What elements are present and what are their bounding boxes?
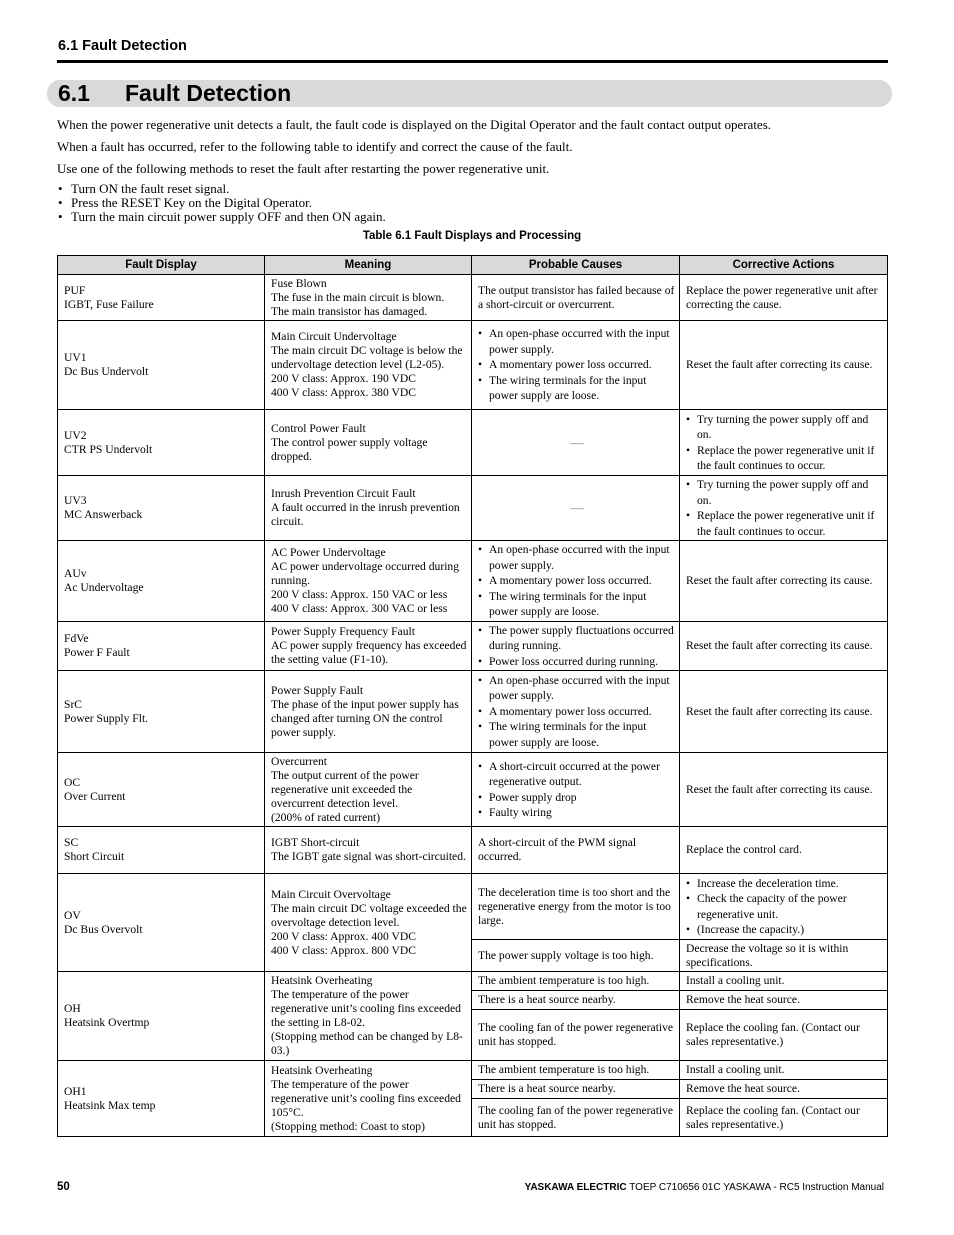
probable-cause-cell: A short-circuit of the PWM signal occurred.: [472, 827, 680, 874]
fault-display-cell: [57, 874, 265, 972]
cell-line: The temperature of the power regenerative unit’s cooling fins exceeded the setting in L8-02.: [271, 988, 461, 1029]
running-head: 6.1 Fault Detection: [58, 38, 187, 54]
footer-brand: YASKAWA ELECTRIC: [524, 1182, 627, 1193]
cell-line: SrC: [64, 697, 83, 711]
header-rule: [57, 60, 888, 63]
cell-line: CTR PS Undervolt: [64, 442, 153, 456]
list-item: • Replace the power regenerative unit if the fault continues to occur.: [686, 443, 884, 474]
cell-line: The control power supply voltage dropped.: [271, 435, 428, 463]
fault-display-cell: [57, 671, 265, 753]
page-number: 50: [57, 1181, 70, 1193]
cell-line: SC: [64, 836, 79, 849]
fault-display-cell: [57, 410, 265, 476]
cell-line: Control Power Fault: [271, 421, 366, 435]
probable-cause-cell: [472, 753, 680, 827]
section-heading: [47, 80, 892, 107]
cell-line: 400 V class: Approx. 300 VAC or less: [271, 602, 448, 615]
fault-display-cell: [57, 1061, 265, 1137]
cell-line: UV3: [64, 494, 87, 507]
cell-line: AC Power Undervoltage: [271, 546, 386, 559]
fault-display-cell: [57, 972, 265, 1061]
cell-line: A fault occurred in the inrush prevention circuit.: [271, 501, 460, 528]
corrective-action-cell: [680, 874, 888, 940]
list-item: • Check the capacity of the power regenerative unit.: [686, 891, 884, 922]
corrective-action-cell: Replace the power regenerative unit after correcting the cause.: [680, 275, 888, 321]
cell-line: Power Supply Fault: [271, 683, 364, 697]
corrective-action-cell: Reset the fault after correcting its cause.: [680, 622, 888, 671]
cell-line: OH: [64, 1002, 81, 1015]
corrective-action-cell: [680, 476, 888, 541]
cell-line: Heatsink Max temp: [64, 1098, 156, 1112]
meaning-cell: [265, 476, 472, 541]
cell-line: The main transistor has damaged.: [271, 304, 428, 318]
footer-doc: TOEP C710656 01C YASKAWA - RC5 Instruction Manual: [629, 1182, 884, 1193]
list-item: • The wiring terminals for the input power supply are loose.: [478, 373, 676, 404]
section-number: 6.1: [58, 80, 90, 106]
cell-line: The phase of the input power supply has changed after turning ON the control power supply.: [271, 697, 459, 739]
cell-line: Short Circuit: [64, 850, 125, 863]
bullet-list: [686, 412, 884, 474]
list-item: • A momentary power loss occurred.: [478, 357, 676, 373]
probable-cause-cell: [472, 622, 680, 671]
cell-line: UV1: [64, 351, 87, 364]
list-item: • The wiring terminals for the input power supply are loose.: [478, 719, 676, 750]
cell-line: AC power undervoltage occurred during running.: [271, 560, 460, 587]
probable-cause-cell: The ambient temperature is too high.: [472, 1061, 680, 1080]
cell-line: Heatsink Overheating: [271, 1063, 373, 1077]
meaning-cell: [265, 622, 472, 671]
cell-line: AUv: [64, 567, 87, 580]
probable-cause-cell: The deceleration time is too short and the regenerative energy from the motor is too large.: [472, 874, 680, 940]
bullet-list: [686, 876, 884, 938]
list-item: • Increase the deceleration time.: [686, 876, 884, 892]
column-header: Fault Display: [57, 255, 265, 275]
cell-line: Over Current: [64, 789, 126, 803]
cell-line: (200% of rated current): [271, 810, 381, 824]
bullet-list: [478, 542, 676, 620]
intro-paragraph-1: When the power regenerative unit detects a fault, the fault code is displayed on the Digital Operator and the fault contact output operates.: [57, 117, 772, 132]
fault-display-cell: [57, 827, 265, 874]
corrective-action-cell: Reset the fault after correcting its cause.: [680, 541, 888, 622]
corrective-action-cell: Install a cooling unit.: [680, 1061, 888, 1080]
bullet-list: [478, 326, 676, 404]
cell-line: PUF: [64, 283, 86, 297]
list-item: • Press the RESET Key on the Digital Operator.: [58, 196, 386, 210]
meaning-cell: [265, 541, 472, 622]
intro-paragraph-2: When a fault has occurred, refer to the following table to identify and correct the cause of the fault.: [57, 139, 573, 154]
cell-line: 400 V class: Approx. 380 VDC: [271, 386, 416, 399]
meaning-cell: [265, 972, 472, 1061]
fault-display-cell: [57, 476, 265, 541]
corrective-action-cell: Reset the fault after correcting its cause.: [680, 753, 888, 827]
cell-line: FdVe: [64, 632, 89, 645]
corrective-action-cell: Remove the heat source.: [680, 991, 888, 1010]
corrective-action-cell: [680, 410, 888, 476]
probable-cause-cell: —: [472, 410, 680, 476]
meaning-cell: [265, 827, 472, 874]
cell-line: Heatsink Overtmp: [64, 1016, 150, 1029]
bullet-list: [478, 673, 676, 751]
cell-line: AC power supply frequency has exceeded the setting value (F1-10).: [271, 639, 467, 666]
corrective-action-cell: Reset the fault after correcting its cause.: [680, 321, 888, 410]
column-header: Probable Causes: [472, 255, 680, 275]
cell-line: Power Supply Flt.: [64, 711, 149, 725]
cell-line: UV2: [64, 428, 87, 442]
list-item: • A short-circuit occurred at the power regenerative output.: [478, 759, 676, 790]
meaning-cell: [265, 410, 472, 476]
cell-line: Main Circuit Undervoltage: [271, 330, 397, 343]
probable-cause-cell: [472, 671, 680, 753]
cell-line: OV: [64, 908, 81, 922]
cell-line: IGBT, Fuse Failure: [64, 297, 154, 311]
list-item: • Turn ON the fault reset signal.: [58, 182, 386, 196]
list-item: • A momentary power loss occurred.: [478, 704, 676, 720]
meaning-cell: [265, 321, 472, 410]
list-item: • Power supply drop: [478, 790, 676, 806]
meaning-cell: [265, 275, 472, 321]
corrective-action-cell: Replace the cooling fan. (Contact our sales representative.): [680, 1099, 888, 1137]
cell-line: The IGBT gate signal was short-circuited.: [271, 850, 466, 863]
cell-line: Inrush Prevention Circuit Fault: [271, 487, 416, 500]
cell-line: Dc Bus Undervolt: [64, 365, 149, 378]
reset-methods-list: [58, 182, 386, 224]
list-item: • Power loss occurred during running.: [478, 654, 676, 670]
cell-line: Dc Bus Overvolt: [64, 922, 143, 936]
cell-line: The output current of the power regenerative unit exceeded the overcurrent detection level.: [271, 768, 419, 810]
corrective-action-cell: Decrease the voltage so it is within specifications.: [680, 940, 888, 972]
list-item: • Try turning the power supply off and on.: [686, 412, 884, 443]
cell-line: Power Supply Frequency Fault: [271, 625, 415, 638]
meaning-cell: [265, 753, 472, 827]
cell-line: 200 V class: Approx. 190 VDC: [271, 372, 416, 385]
cell-line: The main circuit DC voltage is below the undervoltage detection level (L2-05).: [271, 344, 463, 371]
probable-cause-cell: There is a heat source nearby.: [472, 991, 680, 1010]
list-item: • A momentary power loss occurred.: [478, 573, 676, 589]
corrective-action-cell: Replace the cooling fan. (Contact our sales representative.): [680, 1010, 888, 1061]
meaning-cell: [265, 1061, 472, 1137]
probable-cause-cell: The output transistor has failed because of a short-circuit or overcurrent.: [472, 275, 680, 321]
fault-display-cell: [57, 753, 265, 827]
cell-line: 200 V class: Approx. 150 VAC or less: [271, 588, 448, 601]
bullet-list: [478, 623, 676, 670]
fault-display-cell: [57, 541, 265, 622]
intro-paragraph-3: Use one of the following methods to reset the fault after restarting the power regenerative unit.: [57, 161, 550, 176]
cell-line: The main circuit DC voltage exceeded the overvoltage detection level.: [271, 901, 467, 929]
cell-line: Main Circuit Overvoltage: [271, 887, 391, 901]
cell-line: 400 V class: Approx. 800 VDC: [271, 943, 416, 957]
probable-cause-cell: There is a heat source nearby.: [472, 1080, 680, 1099]
cell-line: IGBT Short-circuit: [271, 836, 360, 849]
cell-line: Power F Fault: [64, 646, 130, 659]
fault-table: [57, 255, 888, 1137]
list-item: • An open-phase occurred with the input power supply.: [478, 326, 676, 357]
fault-display-cell: [57, 622, 265, 671]
cell-line: Ac Undervoltage: [64, 581, 144, 594]
column-header: Meaning: [265, 255, 472, 275]
cell-line: (Stopping method: Coast to stop): [271, 1119, 425, 1133]
table-caption: Table 6.1 Fault Displays and Processing: [362, 230, 582, 242]
cell-line: Overcurrent: [271, 754, 328, 768]
cell-line: The temperature of the power regenerative unit’s cooling fins exceeded 105°C.: [271, 1077, 461, 1119]
footer-doc-info: [525, 1182, 884, 1193]
cell-line: MC Answerback: [64, 508, 143, 521]
probable-cause-cell: The cooling fan of the power regenerative unit has stopped.: [472, 1010, 680, 1061]
list-item: • (Increase the capacity.): [686, 922, 884, 938]
list-item: • An open-phase occurred with the input power supply.: [478, 542, 676, 573]
probable-cause-cell: —: [472, 476, 680, 541]
corrective-action-cell: Remove the heat source.: [680, 1080, 888, 1099]
list-item: • The power supply fluctuations occurred during running.: [478, 623, 676, 654]
cell-line: OH1: [64, 1084, 87, 1098]
cell-line: Fuse Blown: [271, 276, 327, 290]
probable-cause-cell: [472, 321, 680, 410]
section-title: Fault Detection: [125, 80, 292, 106]
cell-line: OC: [64, 775, 81, 789]
list-item: • Try turning the power supply off and on.: [686, 477, 884, 508]
list-item: • The wiring terminals for the input power supply are loose.: [478, 589, 676, 620]
bullet-list: [686, 477, 884, 539]
list-item: • An open-phase occurred with the input power supply.: [478, 673, 676, 704]
bullet-list: [478, 759, 676, 821]
cell-line: The fuse in the main circuit is blown.: [271, 290, 445, 304]
probable-cause-cell: The cooling fan of the power regenerative unit has stopped.: [472, 1099, 680, 1137]
cell-line: 200 V class: Approx. 400 VDC: [271, 929, 416, 943]
list-item: • Faulty wiring: [478, 805, 676, 821]
list-item: • Turn the main circuit power supply OFF and then ON again.: [58, 210, 386, 224]
corrective-action-cell: Install a cooling unit.: [680, 972, 888, 991]
fault-display-cell: [57, 321, 265, 410]
column-header: Corrective Actions: [680, 255, 888, 275]
meaning-cell: [265, 671, 472, 753]
list-item: • Replace the power regenerative unit if the fault continues to occur.: [686, 508, 884, 539]
probable-cause-cell: The power supply voltage is too high.: [472, 940, 680, 972]
probable-cause-cell: The ambient temperature is too high.: [472, 972, 680, 991]
cell-line: Heatsink Overheating: [271, 974, 373, 987]
meaning-cell: [265, 874, 472, 972]
corrective-action-cell: Reset the fault after correcting its cause.: [680, 671, 888, 753]
cell-line: (Stopping method can be changed by L8-03.): [271, 1030, 463, 1057]
probable-cause-cell: [472, 541, 680, 622]
fault-display-cell: [57, 275, 265, 321]
corrective-action-cell: Replace the control card.: [680, 827, 888, 874]
